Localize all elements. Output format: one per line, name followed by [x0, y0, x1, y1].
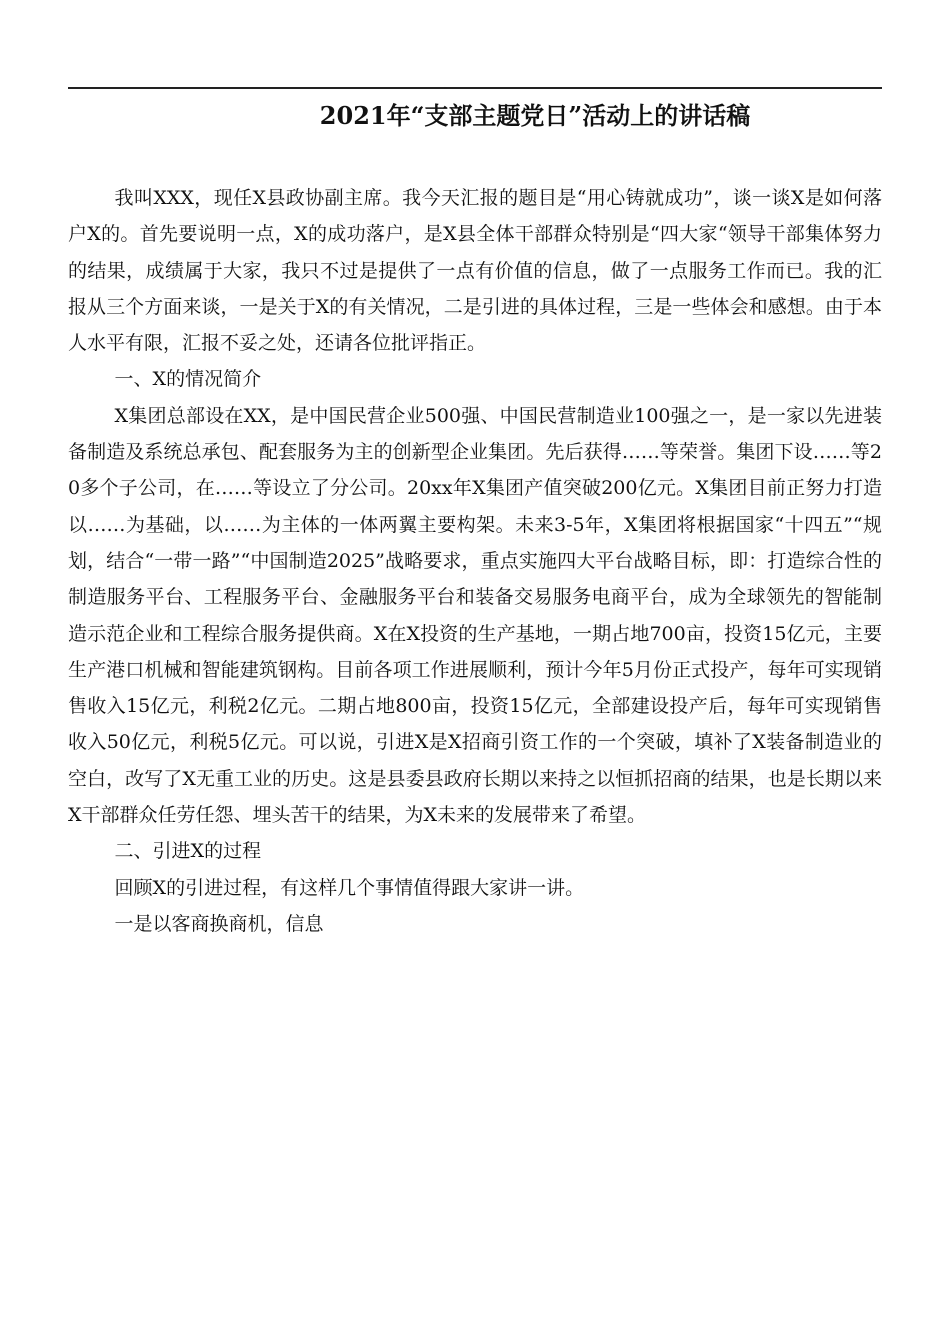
paragraph-intro: 我叫XXX，现任X县政协副主席。我今天汇报的题目是“用心铸就成功”，谈一谈X是如何落户X的。首先要说明一点，X的成功落户，是X县全体干部群众特别是“四大家“领导干部集体努力的结果，成绩属于大家，我只不过是提供了一点有价值的信息，做了一点服务工作而已。我的汇报从三个方面来谈，一是关于X的有关情况，二是引进的具体过程，三是一些体会和感想。由于本人水平有限，汇报不妥之处，还请各位批评指正。 [68, 187, 882, 355]
paragraph-company-overview: X集团总部设在XX，是中国民营企业500强、中国民营制造业100强之一，是一家以先进装备制造及系统总承包、配套服务为主的创新型企业集团。先后获得……等荣誉。集团下设……等20多个子公司，在……等设立了分公司。20xx年X集团产值突破200亿元。X集团目前正努力打造以……为基础，以……为主体的一体两翼主要构架。未来3-5年，X集团将根据国家“十四五”“规划，结合“一带一路”“中国制造2025”战略要求，重点实施四大平台战略目标，即：打造综合性的制造服务平台、工程服务平台、金融服务平台和装备交易服务电商平台，成为全球领先的智能制造示范企业和工程综合服务提供商。X在X投资的生产基地，一期占地700亩，投资15亿元，主要生产港口机械和智能建筑钢构。目前各项工作进展顺利，预计今年5月份正式投产，每年可实现销售收入15亿元，利税2亿元。二期占地800亩，投资15亿元，全部建设投产后，每年可实现销售收入50亿元，利税5亿元。可以说，引进X是X招商引资工作的一个突破，填补了X装备制造业的空白，改写了X无重工业的历史。这是县委县政府长期以来持之以恒抓招商的结果，也是长期以来X干部群众任劳任怨、埋头苦干的结果，为X未来的发展带来了希望。 [68, 404, 882, 827]
document-title: 2021年“支部主题党日”活动上的讲话稿 [319, 101, 751, 130]
section-heading-1: 一、X的情况简介 [114, 368, 262, 391]
paragraph-point-1: 一是以客商换商机，信息 [114, 912, 324, 935]
paragraph-review: 回顾X的引进过程，有这样几个事情值得跟大家讲一讲。 [114, 876, 585, 899]
header-rule [68, 87, 882, 89]
document-body [68, 180, 882, 942]
section-heading-2: 二、引进X的过程 [114, 840, 262, 863]
